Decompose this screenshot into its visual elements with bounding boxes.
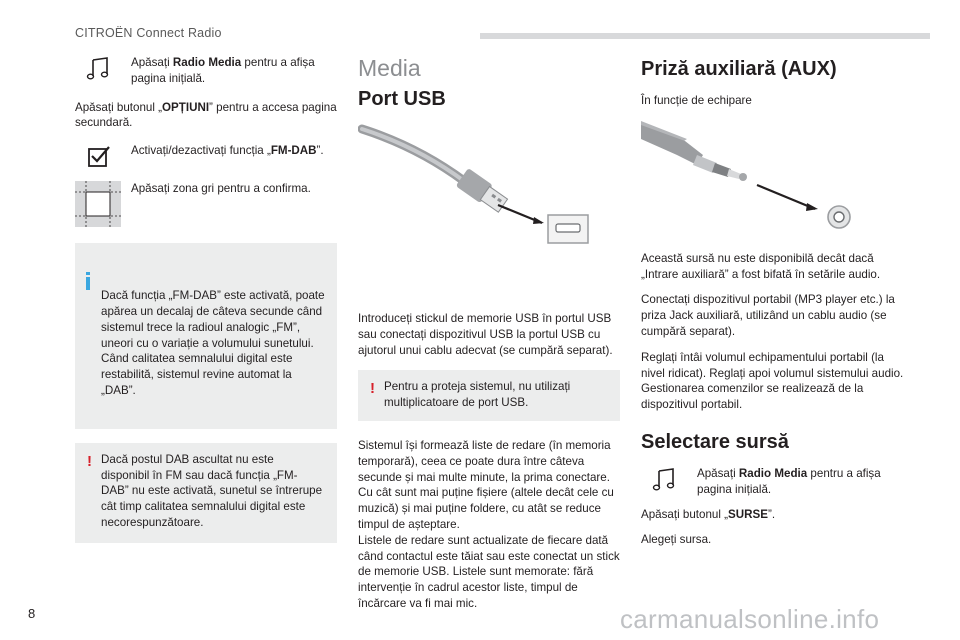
- warning-icon: !: [87, 452, 92, 470]
- warning-text: Pentru a proteja sistemul, nu utilizați multiplicatoare de port USB.: [384, 380, 571, 410]
- step-text: Activați/dezactivați funcția „FM-DAB”.: [131, 144, 324, 158]
- step-options: Apăsați butonul „OPȚIUNI” pentru a accesa pagina secundară.: [75, 100, 337, 130]
- info-text: Dacă funcția „FM-DAB” este activată, poate apărea un decalaj de câteva secunde când sistemul trece la radioul analogic „FM”, uneori cu o variație a volumului sunetului. Când calitatea semnalului digital este restabilită, sistemul revine automat la „DAB”.: [101, 289, 325, 397]
- step-text: Apăsați zona gri pentru a confirma.: [131, 182, 311, 196]
- warning-icon: !: [370, 380, 375, 398]
- info-box: [75, 243, 337, 429]
- info-icon: [85, 254, 91, 295]
- step-confirm: [75, 181, 337, 227]
- step-radio-media: [75, 55, 337, 87]
- usb-paragraph: Introduceți stickul de memorie USB în portul USB sau conectați dispozitivul USB la portul USB cu ajutorul unui cablu adecvat (se cumpără separat).: [358, 312, 613, 357]
- page-number: 8: [28, 606, 36, 621]
- subsection-title: Priză auxiliară (AUX): [641, 58, 837, 80]
- playlist-paragraph: Sistemul își formează liste de redare (în memoria temporară), ceea ce poate dura între câteva secunde și mai multe minute, la prima conectare. Cu cât sunt mai puține fișiere (altele decât cele cu muzică) și mai puține foldere, cu atât se reduce timpul de așteptare. Listele de redare sunt actualizate de fiecare dată când contactul este tăiat sau este conectat un stick de memorie USB. Listele sunt memorate: fără intervenție în cadrul acestor liste, timpul de încărcare va fi mai mic.: [358, 438, 620, 610]
- aux-paragraph-1: Această sursă nu este disponibilă decât dacă „Intrare auxiliară” a fost bifată în setările audio.: [641, 251, 881, 281]
- step-fm-dab: [75, 143, 337, 173]
- watermark: carmanualsonline.info: [620, 604, 880, 634]
- warning-box: [75, 443, 337, 543]
- equipment-note: În funcție de echipare: [641, 94, 752, 107]
- subsection-title: Port USB: [358, 88, 446, 110]
- step-radio-media: [641, 466, 905, 498]
- running-header: CITROËN Connect Radio: [75, 26, 222, 40]
- checkbox-icon: [75, 143, 121, 173]
- subsection-title-source: Selectare sursă: [641, 430, 789, 453]
- step-text: Apăsați Radio Media pentru a afișa pagina inițială.: [697, 466, 881, 496]
- warning-text: Dacă postul DAB ascultat nu este disponibil în FM sau dacă funcția „FM-DAB” nu este activată, sunetul se întrerupe cât timp calitatea semnalului digital este necorespunzătoare.: [101, 452, 323, 529]
- usb-illustration: [358, 117, 620, 251]
- music-note-icon: [641, 466, 687, 496]
- grid-zone-icon: [75, 181, 121, 227]
- step-text: Apăsați Radio Media pentru a afișa pagina inițială.: [131, 56, 315, 85]
- aux-jack-illustration: [641, 119, 905, 229]
- step-choose-source: Alegeți sursa.: [641, 533, 712, 547]
- header-bar: [480, 33, 930, 39]
- column-middle: [358, 55, 620, 612]
- aux-paragraph-3: Reglați întâi volumul echipamentului portabil (la nivel ridicat). Reglați apoi volumul sistemului audio. Gestionarea comenzilor se realizează de la dispozitivul portabil.: [641, 350, 904, 412]
- column-right: [641, 55, 905, 548]
- section-title: Media: [358, 55, 421, 81]
- music-note-icon: [75, 55, 121, 85]
- warning-box: [358, 370, 620, 421]
- column-left: [75, 55, 337, 543]
- step-sources: Apăsați butonul „SURSE”.: [641, 507, 776, 521]
- aux-paragraph-2: Conectați dispozitivul portabil (MP3 player etc.) la priza Jack auxiliară, utilizând un cablu audio (se cumpără separat).: [641, 293, 895, 338]
